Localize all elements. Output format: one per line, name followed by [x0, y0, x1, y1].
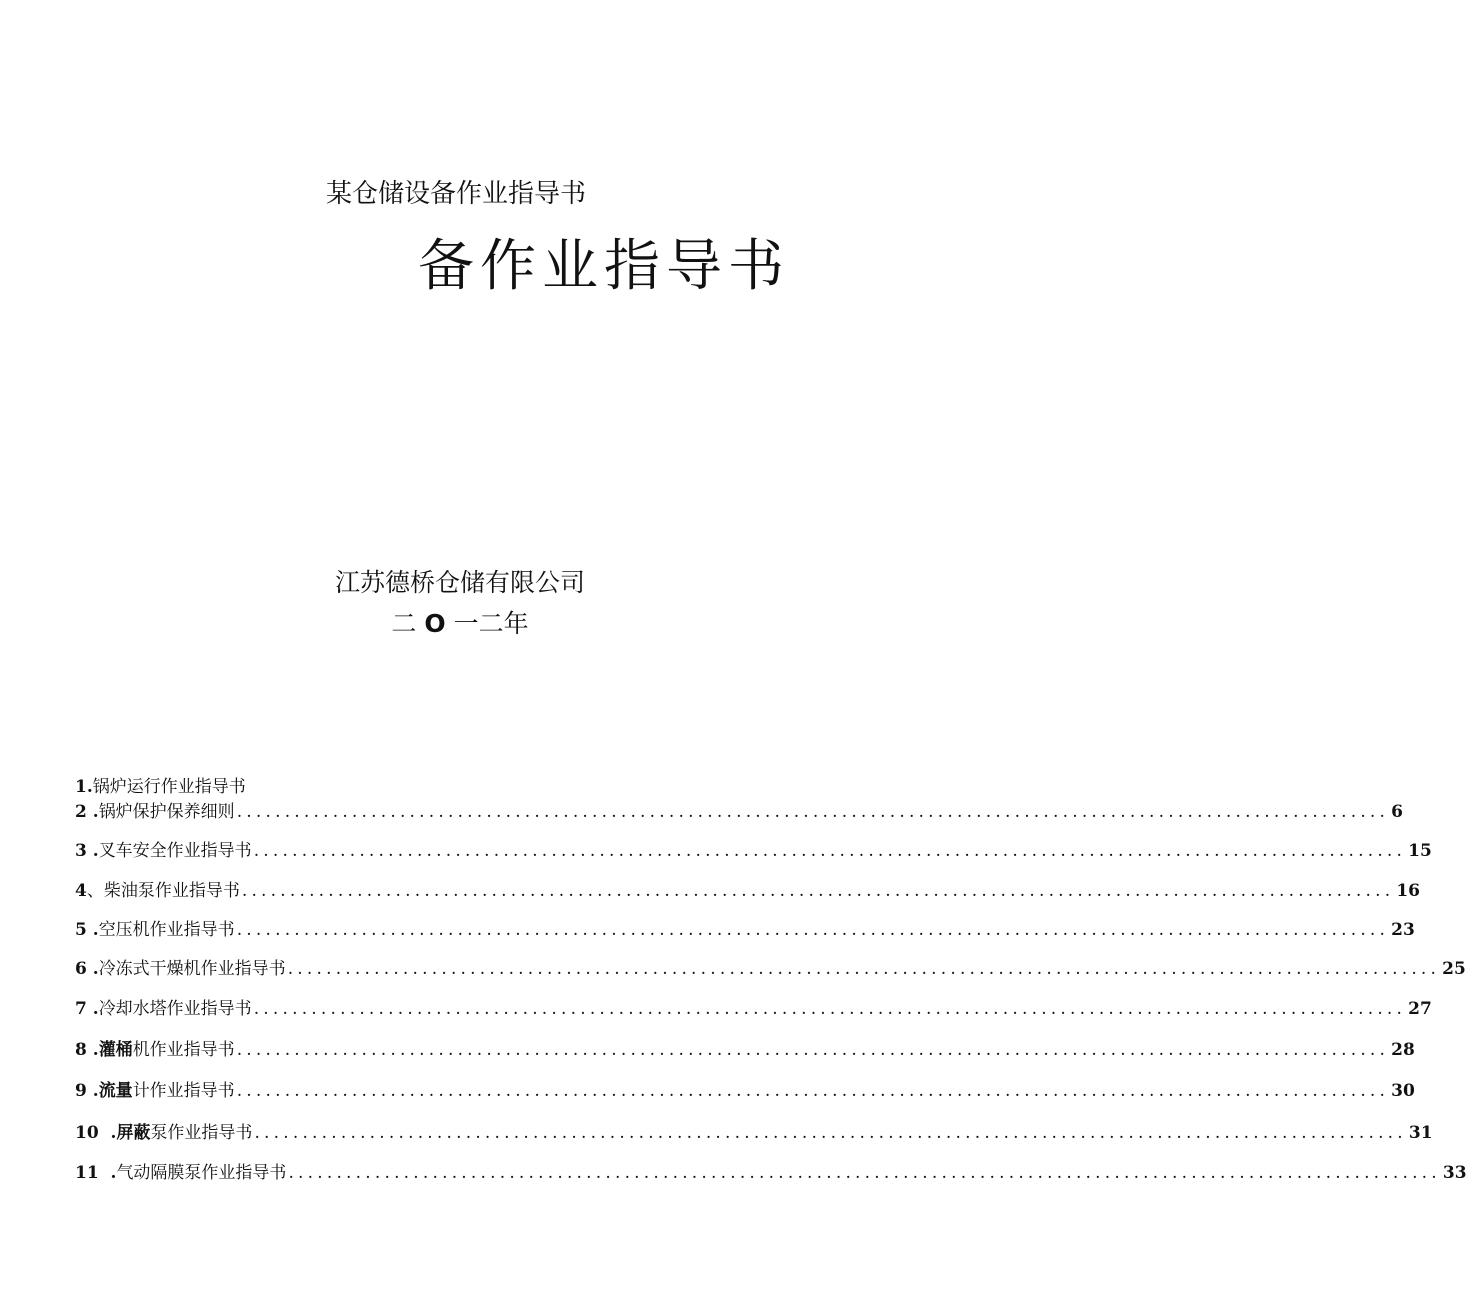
toc-label-text: 空压机作业指导书 [98, 920, 235, 940]
toc-page-number: 25 [1442, 959, 1466, 979]
toc-first-number: 1. [75, 777, 93, 797]
toc-number: 2 [75, 802, 87, 822]
toc-label [99, 797, 235, 822]
year-line [0, 604, 920, 640]
toc-leader-dots: ........................................................................................................................ [253, 841, 1407, 861]
toc-leader-dots: ........................................................................................................................ [241, 881, 1395, 901]
toc-leader-dots: ........................................................................................................................ [254, 1123, 1407, 1143]
toc-leader-dots: ........................................................................................................................ [288, 1163, 1441, 1183]
toc-page-number: 23 [1391, 920, 1415, 940]
toc-label [116, 1158, 286, 1183]
toc-row [75, 797, 1403, 822]
toc-leader-dots: ........................................................................................................................ [236, 920, 1390, 940]
toc-number: 10 [75, 1123, 99, 1143]
toc-number: 8 [75, 1040, 87, 1060]
toc-leader-dots: ........................................................................................................................ [236, 1081, 1390, 1101]
big-title: 备作业指导书 [418, 234, 790, 299]
toc-label [99, 994, 252, 1019]
toc-row [75, 1118, 1433, 1143]
toc-label [99, 915, 235, 940]
toc-row [75, 915, 1415, 940]
toc-label-text: 计作业指导书 [132, 1081, 235, 1101]
toc-label-text: 泵作业指导书 [150, 1123, 253, 1143]
toc-row [75, 954, 1466, 979]
toc-separator: 、 [86, 881, 104, 901]
toc-leader-dots: ........................................................................................................................ [253, 999, 1407, 1019]
toc-page-number: 31 [1408, 1123, 1433, 1143]
toc-number: 3 [75, 841, 87, 861]
year-suffix: 一二年 [453, 609, 529, 638]
toc-separator: . [86, 841, 99, 861]
toc-label-bold: 流量 [98, 1081, 133, 1101]
toc-first-entry [75, 772, 246, 797]
toc-row [75, 1076, 1415, 1101]
toc-separator: . [86, 959, 99, 979]
year-mid: O [424, 609, 446, 638]
toc-number: 11 [75, 1163, 99, 1183]
toc-separator: . [86, 920, 99, 940]
toc-label-text: 叉车安全作业指导书 [98, 841, 252, 861]
toc-page-number: 16 [1396, 881, 1420, 901]
toc-number: 7 [75, 999, 87, 1019]
toc-separator: . [86, 802, 99, 822]
toc-page-number: 30 [1391, 1081, 1415, 1101]
toc-label [99, 836, 252, 861]
toc-row [75, 876, 1420, 901]
toc-separator: . [86, 999, 99, 1019]
toc-label [99, 1076, 235, 1101]
toc-number: 5 [75, 920, 87, 940]
toc-leader-dots: ........................................................................................................................ [236, 802, 1390, 822]
document-title-text: 某仓储设备作业指导书 [325, 179, 586, 209]
company-name: 江苏德桥仓储有限公司 [334, 568, 585, 597]
toc-label-text: 锅炉保护保养细则 [98, 802, 235, 822]
toc-leader-dots: ........................................................................................................................ [287, 959, 1441, 979]
toc-label-text: 柴油泵作业指导书 [103, 881, 240, 901]
toc-page-number: 6 [1391, 802, 1403, 822]
toc-label [116, 1118, 252, 1143]
toc-separator: . [86, 1040, 99, 1060]
toc-label-text: 气动隔膜泵作业指导书 [116, 1163, 287, 1183]
toc-leader-dots: ........................................................................................................................ [236, 1040, 1390, 1060]
toc-number: 9 [75, 1081, 87, 1101]
toc-number: 4 [75, 881, 87, 901]
toc-label [99, 954, 286, 979]
toc-separator: . [86, 1081, 99, 1101]
toc-label-bold: 灌桶 [98, 1040, 133, 1060]
toc-label-text: 机作业指导书 [132, 1040, 235, 1060]
toc-separator: . [98, 1163, 117, 1183]
toc-row [75, 994, 1432, 1019]
toc-row [75, 1035, 1415, 1060]
toc-first-label: 锅炉运行作业指导书 [92, 777, 246, 797]
toc-label [99, 1035, 235, 1060]
document-title [0, 173, 920, 210]
toc-page-number: 27 [1408, 999, 1432, 1019]
toc-page-number: 28 [1391, 1040, 1415, 1060]
toc-page-number: 15 [1408, 841, 1432, 861]
toc-label-bold: 屏蔽 [116, 1123, 151, 1143]
toc-row [75, 1158, 1467, 1183]
toc-label [104, 876, 240, 901]
toc-separator: . [98, 1123, 117, 1143]
year-prefix: 二 [391, 609, 417, 638]
toc-label-text: 冷冻式干燥机作业指导书 [98, 959, 286, 979]
toc-page-number: 33 [1442, 1163, 1467, 1183]
toc-label-text: 冷却水塔作业指导书 [98, 999, 252, 1019]
toc-number: 6 [75, 959, 87, 979]
toc-row [75, 836, 1432, 861]
